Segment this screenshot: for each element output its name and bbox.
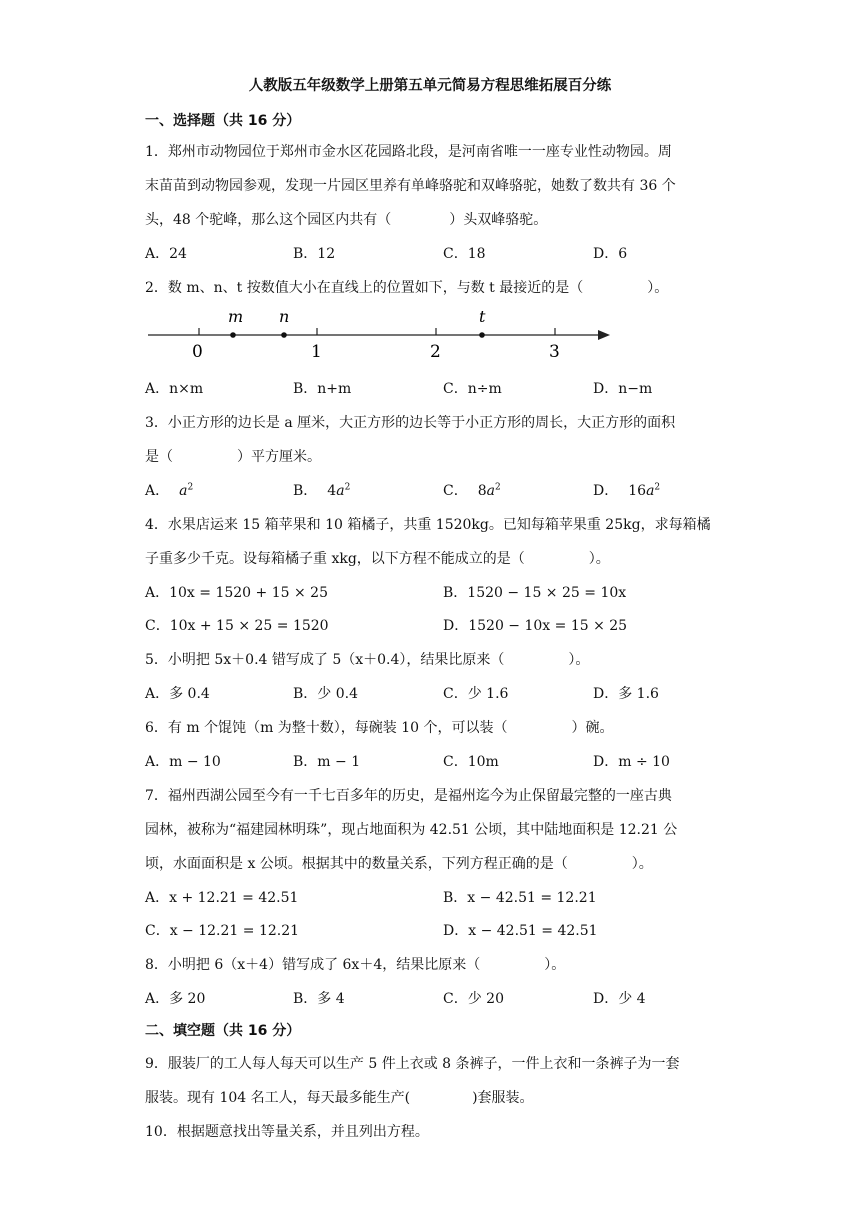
option-var: a — [486, 483, 495, 499]
q3-option-d[interactable] — [593, 480, 660, 500]
q7-line2: 园林，被称为“福建园林明珠”，现占地面积为 42.51 公顷，其中陆地面积是 12.21 公 — [145, 822, 678, 838]
q3-option-b[interactable] — [293, 480, 350, 500]
q2-line1 — [145, 277, 668, 297]
number-line-arrow — [598, 330, 610, 340]
option-letter: C． — [443, 483, 468, 499]
q3-text-before-blank: 是（ — [145, 449, 173, 465]
q2-text-before-blank: 2．数 m、n、t 按数值大小在直线上的位置如下，与数 t 最接近的是（ — [145, 280, 584, 296]
q4-option-a[interactable]: A．10x = 1520 + 15 × 25 — [145, 585, 328, 601]
tick-label-0: 0 — [192, 342, 203, 362]
q2-option-a[interactable]: A．n×m — [145, 381, 204, 397]
q2-option-d[interactable]: D．n−m — [593, 381, 653, 397]
point-m — [230, 332, 236, 338]
q5-line1 — [145, 649, 589, 669]
point-label-n: n — [279, 307, 290, 326]
q7-option-d[interactable]: D．x − 42.51 = 42.51 — [443, 923, 598, 939]
page-title: 人教版五年级数学上册第五单元简易方程思维拓展百分练 — [248, 78, 612, 94]
option-letter: B． — [293, 483, 318, 499]
q3-option-c[interactable] — [443, 480, 501, 500]
q7-option-b[interactable]: B．x − 42.51 = 12.21 — [443, 890, 597, 906]
q4-option-c[interactable]: C．10x + 15 × 25 = 1520 — [145, 618, 329, 634]
q3-text-after-blank: ）平方厘米。 — [237, 449, 321, 465]
q7-option-a[interactable]: A．x + 12.21 = 42.51 — [145, 890, 299, 906]
q10-line1: 10．根据题意找出等量关系，并且列出方程。 — [145, 1124, 429, 1140]
q1-option-c[interactable]: C．18 — [443, 246, 486, 262]
option-coef: 8 — [477, 483, 487, 499]
q6-text-before-blank: 6．有 m 个馄饨（m 为整十数），每碗装 10 个，可以装（ — [145, 720, 508, 736]
q2-option-c[interactable]: C．n÷m — [443, 381, 502, 397]
q9-line2 — [145, 1087, 534, 1107]
q4-option-d[interactable]: D．1520 − 10x = 15 × 25 — [443, 618, 628, 634]
q3-line1: 3．小正方形的边长是 a 厘米，大正方形的边长等于小正方形的周长，大正方形的面积 — [145, 415, 676, 431]
q7-line3 — [145, 853, 653, 873]
q6-text-after-blank: ）碗。 — [571, 720, 614, 736]
q9-line1: 9．服装厂的工人每人每天可以生产 5 件上衣或 8 条裤子，一件上衣和一条裤子为一套 — [145, 1056, 680, 1072]
option-exp: 2 — [344, 482, 351, 493]
q1-line2: 末苗苗到动物园参观，发现一片园区里养有单峰骆驼和双峰骆驼，她数了数共有 36 个 — [145, 178, 676, 194]
tick-label-3: 3 — [549, 342, 560, 362]
q7-text-before-blank: 顷，水面面积是 x 公顷。根据其中的数量关系，下列方程正确的是（ — [145, 856, 568, 872]
option-exp: 2 — [187, 482, 194, 493]
option-var: a — [336, 483, 345, 499]
q4-option-b[interactable]: B．1520 − 15 × 25 = 10x — [443, 585, 627, 601]
q7-line1: 7．福州西湖公园至今有一千七百多年的历史，是福州迄今为止保留最完整的一座古典 — [145, 788, 672, 804]
option-letter: D． — [593, 483, 619, 499]
q8-option-c[interactable]: C．少 20 — [443, 991, 504, 1007]
option-exp: 2 — [654, 482, 661, 493]
section-heading-choice: 一、选择题（共 16 分） — [145, 113, 301, 129]
q5-option-d[interactable]: D．多 1.6 — [593, 686, 659, 702]
q8-option-b[interactable]: B．多 4 — [293, 991, 345, 1007]
option-coef: 4 — [327, 483, 337, 499]
q7-text-after-blank: ）。 — [631, 856, 653, 872]
section-heading-fill: 二、填空题（共 16 分） — [145, 1023, 301, 1039]
q1-line1: 1．郑州市动物园位于郑州市金水区花园路北段，是河南省唯一一座专业性动物园。周 — [145, 144, 672, 160]
q1-text-after-blank: ）头双峰骆驼。 — [449, 212, 548, 228]
tick-label-2: 2 — [430, 342, 441, 362]
option-coef: 16 — [628, 483, 647, 499]
q1-line3 — [145, 209, 547, 229]
q9-text-before-blank: 服装。现有 104 名工人，每天最多能生产( — [145, 1090, 411, 1106]
q8-text-before-blank: 8．小明把 6（x＋4）错写成了 6x＋4，结果比原来（ — [145, 957, 481, 973]
q4-text-after-blank: ）。 — [588, 551, 610, 567]
q8-option-a[interactable]: A．多 20 — [145, 991, 206, 1007]
q5-option-c[interactable]: C．少 1.6 — [443, 686, 509, 702]
q8-text-after-blank: ）。 — [544, 957, 566, 973]
q6-option-b[interactable]: B．m − 1 — [293, 754, 361, 770]
q1-option-d[interactable]: D．6 — [593, 246, 628, 262]
option-letter: A． — [145, 483, 170, 499]
q1-option-a[interactable]: A．24 — [145, 246, 187, 262]
point-label-m: m — [228, 307, 244, 326]
q9-text-after-blank: )套服装。 — [472, 1090, 534, 1106]
option-var: a — [179, 483, 188, 499]
q6-option-d[interactable]: D．m ÷ 10 — [593, 754, 670, 770]
tick-label-1: 1 — [311, 342, 322, 362]
q4-line1: 4．水果店运来 15 箱苹果和 10 箱橘子，共重 1520kg。已知每箱苹果重 25kg，求每箱橘 — [145, 517, 711, 533]
q6-option-a[interactable]: A．m − 10 — [145, 754, 221, 770]
q4-text-before-blank: 子重多少千克。设每箱橘子重 xkg，以下方程不能成立的是（ — [145, 551, 525, 567]
q5-text-after-blank: ）。 — [568, 652, 590, 668]
q1-text-before-blank: 头，48 个驼峰，那么这个园区内共有（ — [145, 212, 392, 228]
q2-text-after-blank: ）。 — [647, 280, 669, 296]
q7-option-c[interactable]: C．x − 12.21 = 12.21 — [145, 923, 300, 939]
q2-option-b[interactable]: B．n+m — [293, 381, 352, 397]
point-n — [281, 332, 287, 338]
point-t — [479, 332, 485, 338]
q3-option-a[interactable] — [145, 480, 193, 500]
q5-option-b[interactable]: B．少 0.4 — [293, 686, 359, 702]
q6-option-c[interactable]: C．10m — [443, 754, 499, 770]
option-exp: 2 — [495, 482, 501, 493]
number-line-figure — [140, 305, 620, 365]
option-var: a — [646, 483, 655, 499]
q1-option-b[interactable]: B．12 — [293, 246, 336, 262]
q5-option-a[interactable]: A．多 0.4 — [145, 686, 210, 702]
q8-option-d[interactable]: D．少 4 — [593, 991, 646, 1007]
q5-text-before-blank: 5．小明把 5x＋0.4 错写成了 5（x＋0.4），结果比原来（ — [145, 652, 505, 668]
point-label-t: t — [479, 307, 486, 326]
q4-line2 — [145, 548, 610, 568]
q3-line2 — [145, 446, 321, 466]
q8-line1 — [145, 954, 565, 974]
q6-line1 — [145, 717, 614, 737]
